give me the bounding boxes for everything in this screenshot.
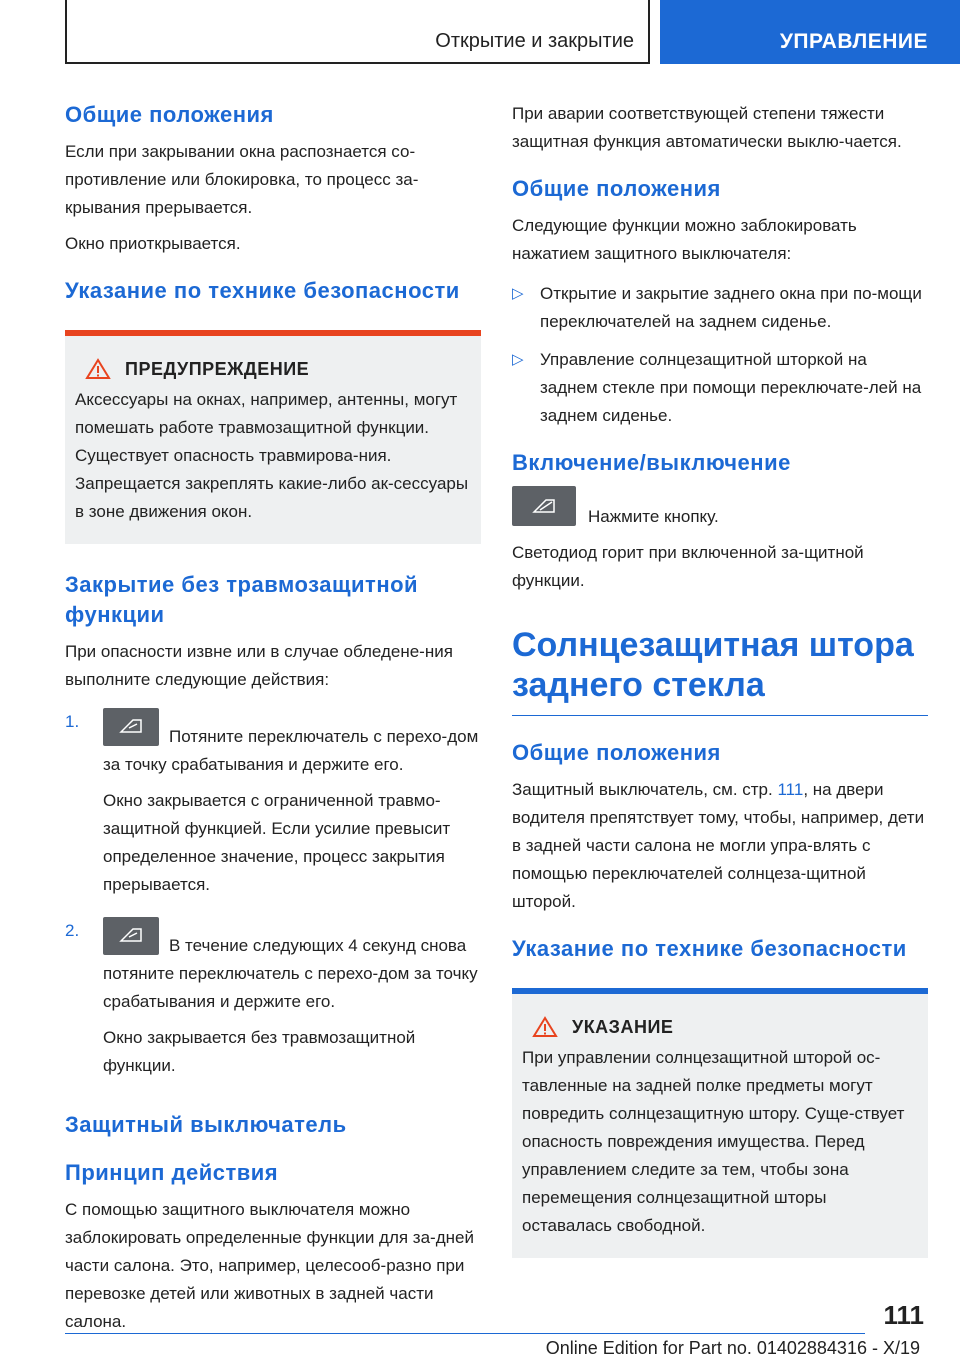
paragraph: При аварии соответствующей степени тяжести защитная функция автоматически выклю-чается. (512, 104, 902, 151)
footer-divider (65, 1333, 865, 1334)
paragraph: При опасности извне или в случае обледене-ния выполните следующие действия: (65, 642, 453, 689)
header-section-tab: УПРАВЛЕНИЕ (660, 0, 960, 64)
step-1 (65, 708, 481, 907)
step-number: 1. (65, 712, 80, 731)
page-number: 111 (883, 1300, 924, 1330)
section-title: Общие положения (512, 176, 721, 201)
step-text: Потяните переключатель с перехо-дом за точку срабатывания и держите его. (103, 708, 481, 779)
paragraph: Светодиод горит при включенной за-щитной функции. (512, 543, 864, 590)
section-title: Указание по технике безопасности (65, 278, 460, 303)
section-title: Указание по технике безопасности (512, 936, 907, 961)
bullet-arrow-icon: ▷ (512, 285, 524, 302)
header-box (65, 0, 650, 64)
section-title: Защитный выключатель (65, 1112, 347, 1137)
footer-edition-text: Online Edition for Part no. 01402884316 - X/19 (545, 1338, 920, 1358)
page-reference-link[interactable]: 111 (777, 780, 804, 799)
note-text: При управлении солнцезащитной шторой ос-тавленные на задней полке предметы могут повредить солнцезащитную штору. Суще-ствует опасность повреждения имущества. Перед управлением следите за тем, чтобы зона перемещения солнцезащитной шторы оставалась свободной. (522, 1048, 905, 1235)
list-item-text: Открытие и закрытие заднего окна при по-мощи переключателей на заднем сиденье. (540, 284, 922, 331)
step-text: В течение следующих 4 секунд снова потяните переключатель с перехо-дом за точку срабатывания и держите его. (103, 917, 481, 1016)
section-title: Включение/выключение (512, 450, 791, 475)
paragraph: Защитный выключатель, см. стр. 111, на двери водителя препятствует тому, чтобы, например, дети в задней части салона не могли упра-влять с помощью переключателей солнцеза-щитной шторой. (512, 780, 925, 911)
warning-title: ПРЕДУПРЕЖДЕНИЕ (125, 358, 310, 379)
header-title: Открытие и закрытие (435, 30, 634, 52)
window-switch-icon (103, 917, 159, 955)
paragraph: Если при закрывании окна распознается со-противление или блокировка, то процесс за-крывания прерывается. (65, 142, 419, 217)
paragraph: Следующие функции можно заблокировать нажатием защитного выключателя: (512, 216, 857, 263)
subsection-title: Принцип действия (65, 1160, 279, 1185)
warning-triangle-icon (85, 358, 111, 380)
bullet-arrow-icon: ▷ (512, 351, 524, 368)
paragraph: С помощью защитного выключателя можно заблокировать определенные функции для за-дней части салона. Это, например, целесооб-разно при перевозке детей или животных в задней части салона. (65, 1200, 474, 1331)
list-item (512, 346, 928, 430)
note-box (512, 988, 928, 1258)
step-subtext: Окно закрывается без травмозащитной функции. (103, 1028, 416, 1075)
warning-box (65, 330, 481, 544)
section-title: Закрытие без травмозащитной функции (65, 572, 419, 627)
note-title: УКАЗАНИЕ (572, 1016, 674, 1037)
step-subtext: Окно закрывается с ограниченной травмо-защитной функцией. Если усилие превысит определенное значение, процесс закрытия прерывается. (103, 791, 451, 894)
paragraph: Нажмите кнопку. (512, 486, 928, 531)
list-item-text: Управление солнцезащитной шторкой на заднем стекле при помощи переключате-лей на заднем сиденье. (540, 350, 922, 425)
warning-text: Аксессуары на окнах, например, антенны, могут помешать работе травмозащитной функции. Существует опасность травмирова-ния. Запрещается закреплять какие-либо ак-сессуары в зоне движения окон. (75, 390, 469, 521)
list-item (512, 280, 928, 336)
paragraph: Окно приоткрывается. (65, 234, 241, 253)
section-title: Общие положения (65, 102, 274, 127)
right-column (512, 100, 928, 1284)
safety-switch-icon (512, 486, 576, 526)
chapter-title: Солнцезащитная штора заднего стекла (512, 625, 928, 716)
warning-triangle-icon (532, 1016, 558, 1038)
section-title: Общие положения (512, 740, 721, 765)
window-switch-icon (103, 708, 159, 746)
left-column (65, 100, 481, 1344)
step-number: 2. (65, 921, 80, 940)
step-2 (65, 917, 481, 1088)
